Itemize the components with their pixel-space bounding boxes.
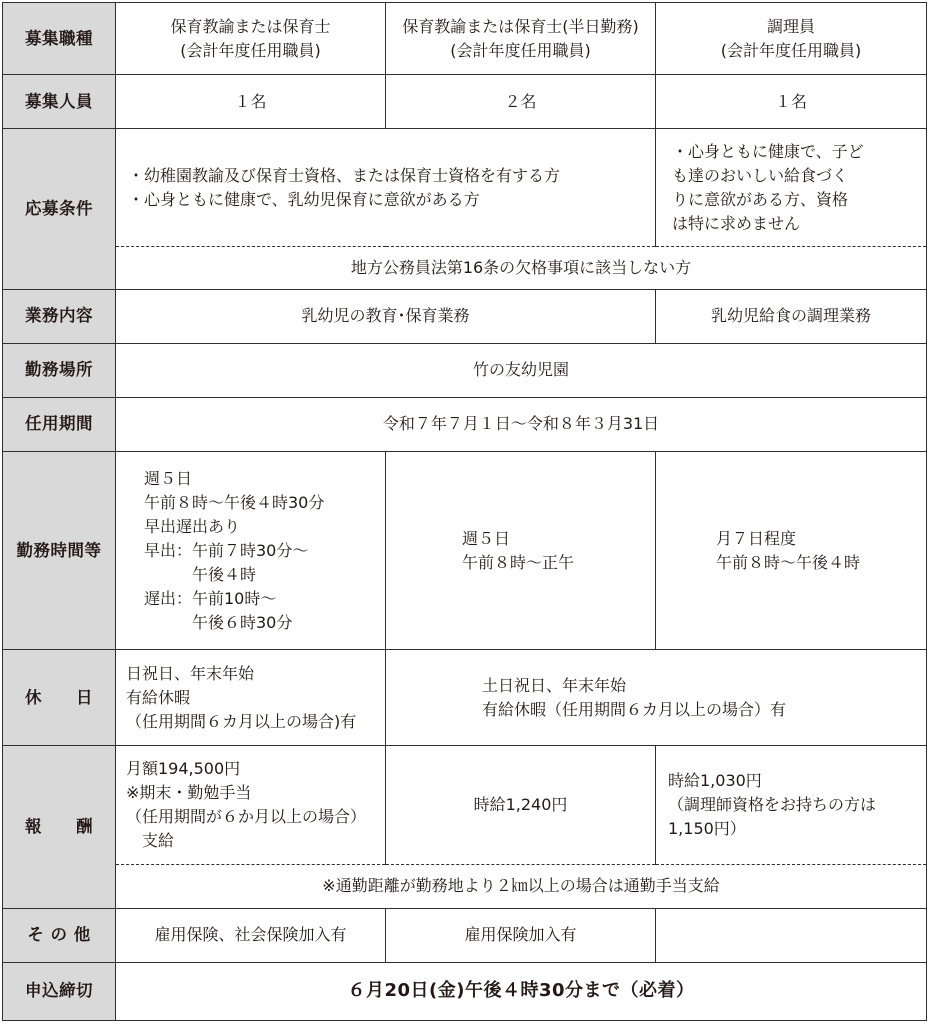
holidays-right-line1: 土日祝日、年末年始 (482, 675, 627, 695)
conditions-right-line4: は特に求めません (672, 213, 801, 233)
salary-col3-line1: 時給1,030円 (668, 770, 762, 790)
hours-col1-line1: 週５日 (144, 468, 193, 488)
job-type-col2-line1: 保育教諭または保育士(半日勤務) (402, 16, 639, 36)
hours-col3-line2: 午前８時～午後４時 (716, 552, 861, 572)
job-type-col3-line2: (会計年度任用職員) (720, 40, 862, 60)
conditions-right-line2: も達のおいしい給食づく (672, 165, 849, 185)
deadline-value: ６月20日(金)午後４時30分まで（必着） (116, 962, 927, 1020)
label-period: 任用期間 (3, 397, 116, 451)
holidays-col1-line1: 日祝日、年末年始 (126, 663, 255, 683)
headcount-col3: １名 (656, 75, 927, 129)
salary-col3 (656, 746, 927, 864)
row-salary-common (3, 864, 927, 908)
label-holidays: 休 日 (3, 650, 116, 746)
hours-col1-line5: 午後４時 (144, 564, 257, 584)
duties-right: 乳幼児給食の調理業務 (656, 289, 927, 343)
hours-col3-line1: 月７日程度 (716, 528, 797, 548)
hours-col1 (116, 451, 386, 649)
duties-left: 乳幼児の教育･保育業務 (116, 289, 656, 343)
row-other (3, 908, 927, 962)
hours-col1-line7: 午後６時30分 (144, 612, 293, 632)
label-location: 勤務場所 (3, 343, 116, 397)
row-job-type (3, 3, 927, 75)
row-duties (3, 289, 927, 343)
recruitment-table (2, 2, 927, 1021)
label-salary: 報 酬 (3, 746, 116, 908)
row-conditions-common (3, 247, 927, 289)
conditions-right-line3: りに意欲がある方、資格 (672, 189, 849, 209)
job-type-col3-line1: 調理員 (766, 16, 815, 36)
holidays-col1-line2: 有給休暇 (126, 687, 191, 707)
other-col3 (656, 908, 927, 962)
holidays-right-line2: 有給休暇（任用期間６カ月以上の場合）有 (482, 699, 787, 719)
hours-col2-line1: 週５日 (462, 528, 511, 548)
hours-col1-line4: 早出：午前７時30分～ (144, 540, 309, 560)
salary-col3-line3: 1,150円） (668, 818, 746, 838)
job-type-col1 (116, 3, 386, 75)
salary-common: ※通勤距離が勤務地より２㎞以上の場合は通勤手当支給 (116, 864, 927, 908)
holidays-right (386, 650, 927, 746)
job-type-col2 (386, 3, 656, 75)
job-type-col1-line2: (会計年度任用職員) (180, 40, 321, 60)
row-conditions (3, 129, 927, 247)
hours-col1-line3: 早出遅出あり (144, 516, 241, 536)
salary-col1-line2: ※期末・勤勉手当 (126, 782, 252, 802)
row-headcount (3, 75, 927, 129)
job-type-col2-line2: (会計年度任用職員) (450, 40, 591, 60)
label-deadline: 申込締切 (3, 962, 116, 1020)
conditions-right (656, 129, 927, 247)
other-col1: 雇用保険、社会保険加入有 (116, 908, 386, 962)
conditions-left (116, 129, 656, 247)
salary-col1-line3: （任用期間が６か月以上の場合） (126, 806, 367, 826)
salary-col1-line4: 支給 (126, 830, 175, 850)
holidays-col1-line3: （任用期間６カ月以上の場合)有 (126, 711, 357, 731)
label-duties: 業務内容 (3, 289, 116, 343)
row-deadline (3, 962, 927, 1020)
row-location (3, 343, 927, 397)
job-type-col1-line1: 保育教諭または保育士 (170, 16, 331, 36)
conditions-right-line1: ・心身ともに健康で、子ど (672, 141, 864, 161)
hours-col1-line2: 午前８時～午後４時30分 (144, 492, 325, 512)
conditions-left-line2: ・心身ともに健康で、乳幼児保育に意欲がある方 (128, 189, 480, 209)
label-other: そ の 他 (3, 908, 116, 962)
row-period (3, 397, 927, 451)
salary-col2: 時給1,240円 (386, 746, 656, 864)
job-type-col3 (656, 3, 927, 75)
other-col2: 雇用保険加入有 (386, 908, 656, 962)
salary-col1-line1: 月額194,500円 (126, 758, 241, 778)
label-job-type: 募集職種 (3, 3, 116, 75)
label-conditions: 応募条件 (3, 129, 116, 289)
holidays-col1 (116, 650, 386, 746)
label-headcount: 募集人員 (3, 75, 116, 129)
period-value: 令和７年７月１日～令和８年３月31日 (116, 397, 927, 451)
hours-col1-line6: 遅出：午前10時～ (144, 588, 277, 608)
row-salary (3, 746, 927, 864)
hours-col2 (386, 451, 656, 649)
hours-col2-line2: 午前８時～正午 (462, 552, 575, 572)
salary-col1 (116, 746, 386, 864)
hours-col3 (656, 451, 927, 649)
conditions-common: 地方公務員法第16条の欠格事項に該当しない方 (116, 247, 927, 289)
label-hours: 勤務時間等 (3, 451, 116, 649)
headcount-col2: ２名 (386, 75, 656, 129)
location-value: 竹の友幼児園 (116, 343, 927, 397)
row-holidays (3, 650, 927, 746)
row-hours (3, 451, 927, 649)
salary-col3-line2: （調理師資格をお持ちの方は (668, 794, 877, 814)
conditions-left-line1: ・幼稚園教諭及び保育士資格、または保育士資格を有する方 (128, 165, 561, 185)
headcount-col1: １名 (116, 75, 386, 129)
